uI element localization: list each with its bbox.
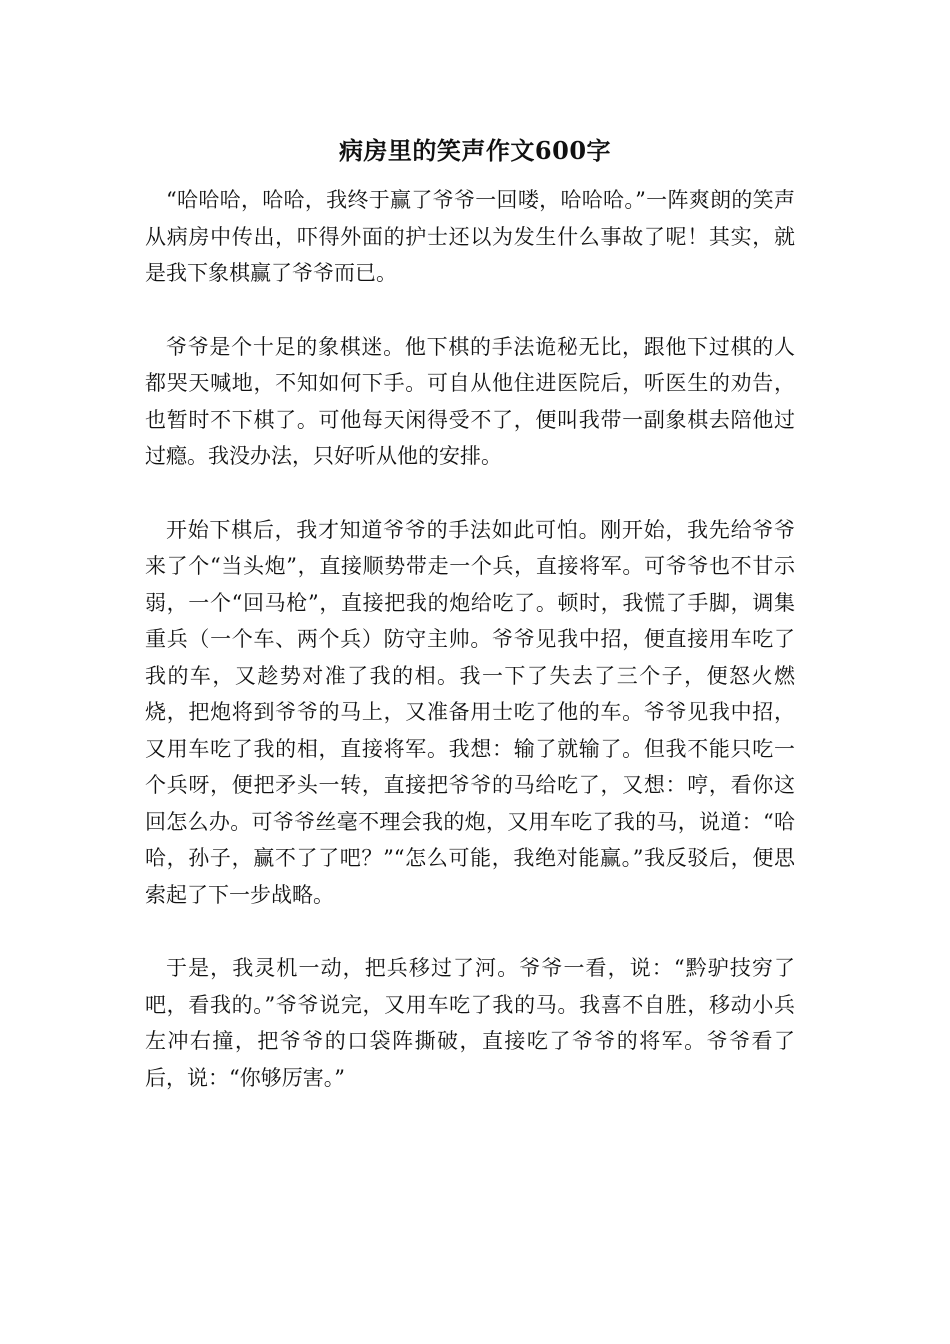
paragraph-1: “哈哈哈，哈哈，我终于赢了爷爷一回喽，哈哈哈。”一阵爽朗的笑声从病房中传出，吓得外面的护士还以为发生什么事故了呢！其实，就是我下象棋赢了爷爷而已。 — [145, 188, 795, 285]
paragraph-3: 开始下棋后，我才知道爷爷的手法如此可怕。刚开始，我先给爷爷来了个“当头炮”，直接顺势带走一个兵，直接将军。可爷爷也不甘示弱，一个“回马枪”，直接把我的炮给吃了。顿时，我慌了手脚，调集重兵（一个车、两个兵）防守主帅。爷爷见我中招，便直接用车吃了我的车，又趁势对准了我的相。我一下了失去了三个子，便怒火燃烧，把炮将到爷爷的马上，又准备用士吃了他的车。爷爷见我中招，又用车吃了我的相，直接将军。我想：输了就输了。但我不能只吃一个兵呀，便把矛头一转，直接把爷爷的马给吃了，又想：哼，看你这回怎么办。可爷爷丝毫不理会我的炮，又用车吃了我的马，说道：“哈哈，孙子，赢不了了吧？”“怎么可能，我绝对能赢。”我反驳后，便思索起了下一步战略。 — [145, 517, 795, 907]
paragraph-2: 爷爷是个十足的象棋迷。他下棋的手法诡秘无比，跟他下过棋的人都哭天喊地，不知如何下手。可自从他住进医院后，听医生的劝告，也暂时不下棋了。可他每天闲得受不了，便叫我带一副象棋去陪他过过瘾。我没办法，只好听从他的安排。 — [145, 334, 795, 468]
essay-body — [145, 182, 795, 1133]
paragraph-4: 于是，我灵机一动，把兵移过了河。爷爷一看，说：“黔驴技穷了吧，看我的。”爷爷说完，又用车吃了我的马。我喜不自胜，移动小兵左冲右撞，把爷爷的口袋阵撕破，直接吃了爷爷的将军。爷爷看了后，说：“你够厉害。” — [145, 956, 795, 1090]
page-title: 病房里的笑声作文600字 — [338, 136, 612, 165]
